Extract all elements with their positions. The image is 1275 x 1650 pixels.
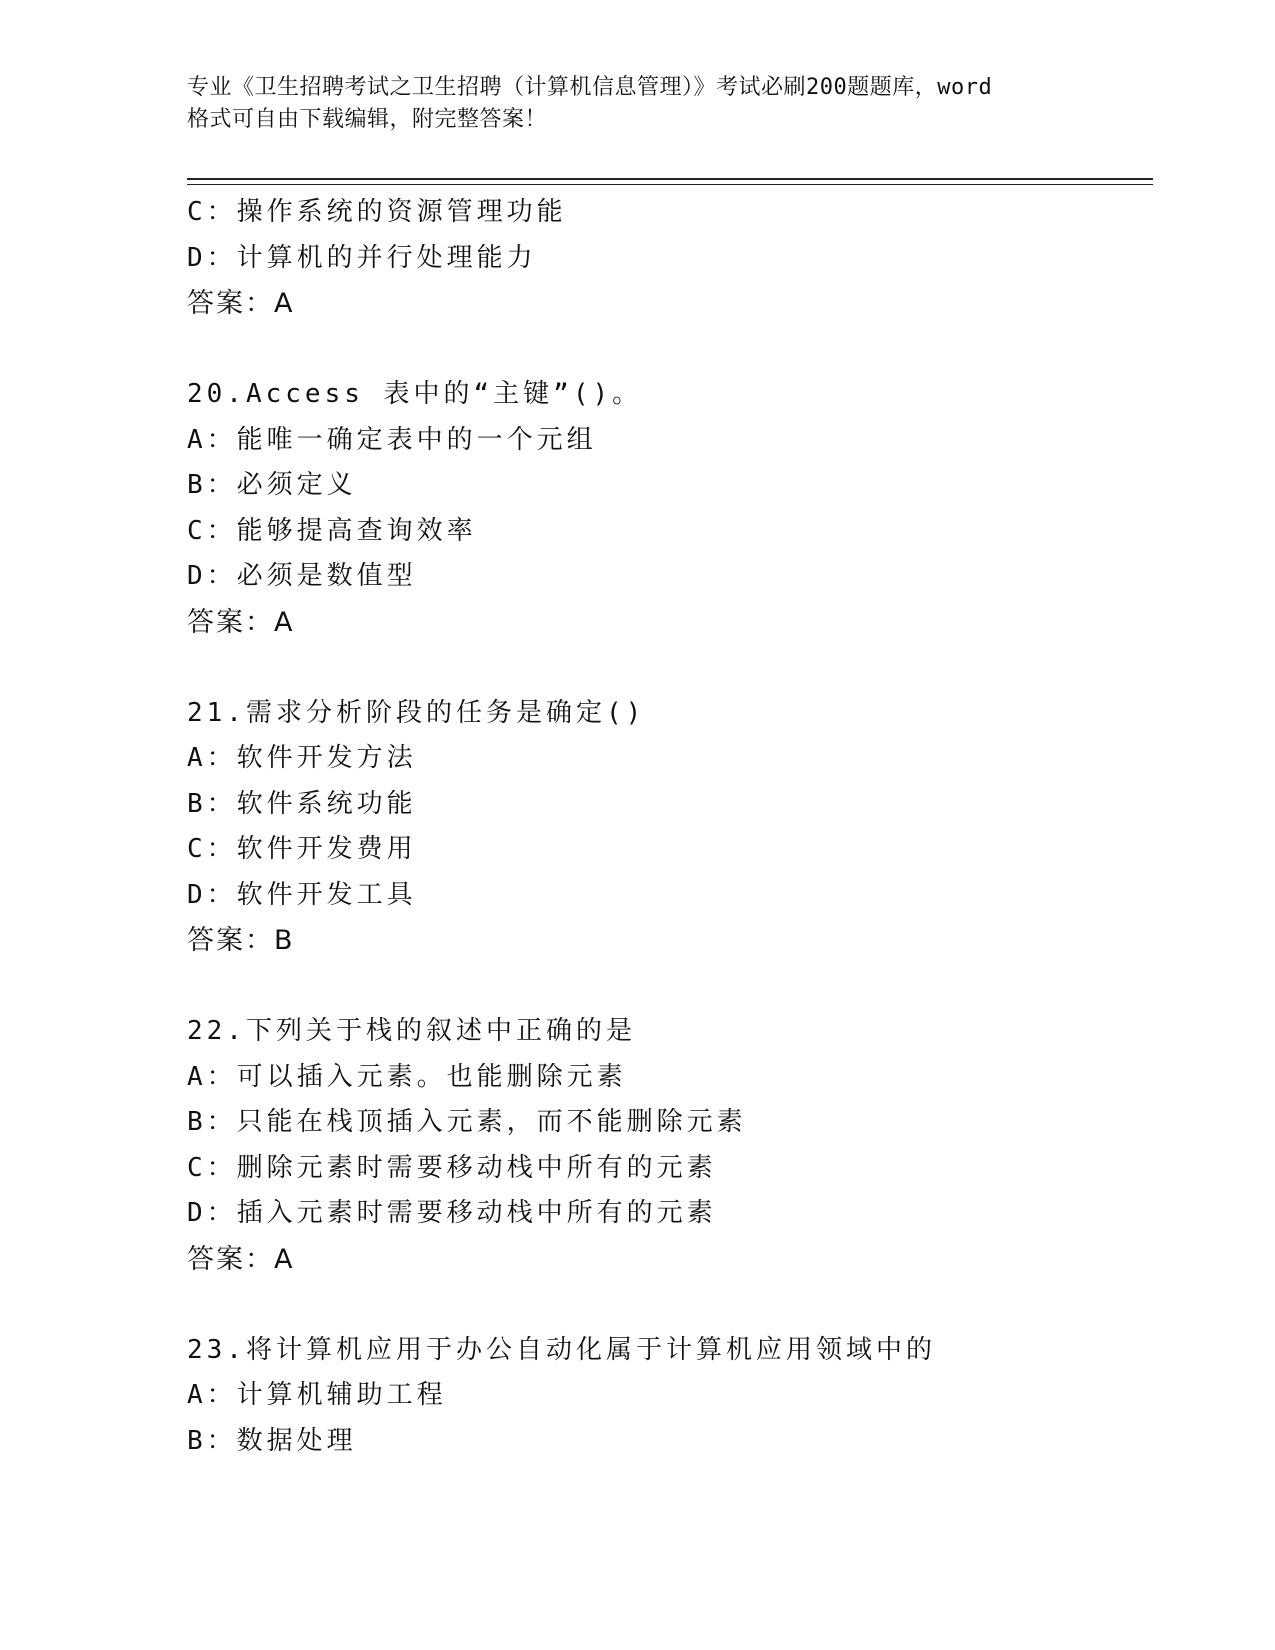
option-c: C：能够提高查询效率: [187, 515, 477, 546]
document-header: [187, 72, 1087, 136]
option-a: A：计算机辅助工程: [187, 1380, 447, 1410]
spacer: [187, 645, 1147, 691]
answer-line: 答案：A: [187, 606, 295, 638]
option-a: A：软件开发方法: [187, 743, 417, 773]
question-stem: 21.需求分析阶段的任务是确定(): [187, 697, 646, 728]
option-d: D：插入元素时需要移动栈中所有的元素: [187, 1198, 717, 1228]
spacer: [187, 1282, 1147, 1328]
spacer: [187, 327, 1147, 373]
spacer: [187, 964, 1147, 1010]
option-c: C：操作系统的资源管理功能: [187, 197, 567, 227]
question-stem: 22.下列关于栈的叙述中正确的是: [187, 1016, 636, 1046]
question-list: [187, 190, 1147, 1464]
option-d: D：软件开发工具: [187, 879, 417, 910]
option-c: C：软件开发费用: [187, 834, 417, 864]
option-a: A：可以插入元素。也能删除元素: [187, 1061, 627, 1092]
option-d: D：必须是数值型: [187, 561, 417, 591]
question-stem: 20.Access 表中的“主键”()。: [187, 379, 643, 409]
option-b: B：数据处理: [187, 1425, 357, 1456]
question-22: [187, 1009, 1147, 1282]
option-d: D：计算机的并行处理能力: [187, 242, 537, 273]
option-b: B：必须定义: [187, 470, 357, 500]
question-23: [187, 1328, 1147, 1465]
option-c: C：删除元素时需要移动栈中所有的元素: [187, 1152, 717, 1183]
question-20: [187, 372, 1147, 645]
header-title-line-1: 专业《卫生招聘考试之卫生招聘（计算机信息管理）》考试必刷200题题库，word: [187, 75, 993, 100]
option-b: B：软件系统功能: [187, 788, 417, 819]
question-19-continued: [187, 190, 1147, 327]
option-b: B：只能在栈顶插入元素，而不能删除元素: [187, 1107, 747, 1137]
question-21: [187, 691, 1147, 964]
question-stem: 23.将计算机应用于办公自动化属于计算机应用领域中的: [187, 1334, 936, 1365]
option-a: A：能唯一确定表中的一个元组: [187, 424, 597, 455]
answer-line: 答案：A: [187, 288, 295, 319]
answer-line: 答案：A: [187, 1243, 295, 1275]
header-rule-thin: [187, 184, 1153, 185]
header-title-line-2: 格式可自由下载编辑，附完整答案！: [187, 107, 548, 132]
answer-line: 答案：B: [187, 925, 295, 956]
header-rule-thick: [187, 178, 1153, 180]
